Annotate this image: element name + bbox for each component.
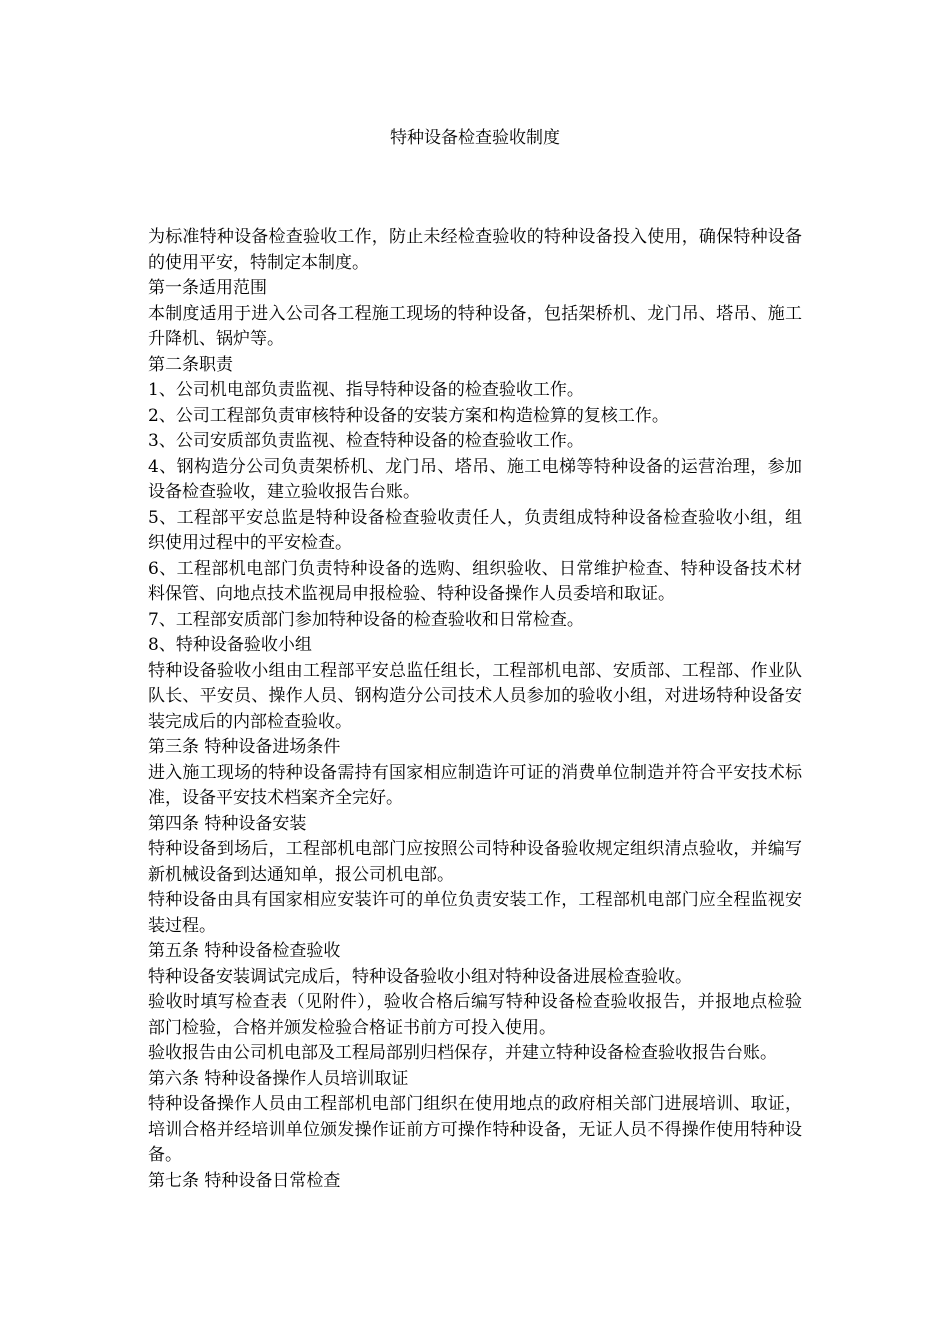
paragraph: 特种设备由具有国家相应安装许可的单位负责安装工作，工程部机电部门应全程监视安装过程。 — [148, 890, 802, 936]
list-item: 6、工程部机电部门负责特种设备的选购、组织验收、日常维护检查、特种设备技术材料保管、向地点技术监视局申报检验、特种设备操作人员委培和取证。 — [148, 558, 802, 604]
paragraph: 进入施工现场的特种设备需持有国家相应制造许可证的消费单位制造并符合平安技术标准，设备平安技术档案齐全完好。 — [148, 762, 802, 808]
paragraph: 验收时填写检查表（见附件），验收合格后编写特种设备检查验收报告，并报地点检验部门检验，合格并颁发检验合格证书前方可投入使用。 — [148, 992, 802, 1038]
paragraph: 验收报告由公司机电部及工程局部别归档保存，并建立特种设备检查验收报告台账。 — [148, 1043, 777, 1063]
list-item: 8、特种设备验收小组 — [148, 635, 312, 655]
section-heading-7: 第七条 特种设备日常检查 — [148, 1170, 341, 1191]
list-item: 3、公司安质部负责监视、检查特种设备的检查验收工作。 — [148, 431, 584, 451]
section-heading-6: 第六条 特种设备操作人员培训取证 — [148, 1068, 409, 1089]
list-item: 7、工程部安质部门参加特种设备的检查验收和日常检查。 — [148, 609, 584, 630]
list-item: 1、公司机电部负责监视、指导特种设备的检查验收工作。 — [148, 380, 584, 400]
paragraph: 特种设备安装调试完成后，特种设备验收小组对特种设备进展检查验收。 — [148, 966, 692, 987]
intro-paragraph: 为标准特种设备检查验收工作，防止未经检查验收的特种设备投入使用，确保特种设备的使用平安，特制定本制度。 — [148, 227, 802, 273]
section-heading-2: 第二条职责 — [148, 354, 233, 375]
list-item: 4、钢构造分公司负责架桥机、龙门吊、塔吊、施工电梯等特种设备的运营治理，参加设备检查验收，建立验收报告台账。 — [148, 456, 802, 502]
paragraph: 特种设备到场后，工程部机电部门应按照公司特种设备验收规定组织清点验收，并编写新机械设备到达通知单，报公司机电部。 — [148, 839, 802, 885]
list-item: 2、公司工程部负责审核特种设备的安装方案和构造检算的复核工作。 — [148, 405, 669, 426]
paragraph: 特种设备操作人员由工程部机电部门组织在使用地点的政府相关部门进展培训、取证，培训合格并经培训单位颁发操作证前方可操作特种设备，无证人员不得操作使用特种设备。 — [148, 1094, 802, 1165]
section-heading-1: 第一条适用范围 — [148, 278, 267, 298]
document-title: 特种设备检查验收制度 — [390, 128, 560, 148]
paragraph: 本制度适用于进入公司各工程施工现场的特种设备，包括架桥机、龙门吊、塔吊、施工升降机、锅炉等。 — [148, 303, 802, 349]
paragraph: 特种设备验收小组由工程部平安总监任组长，工程部机电部、安质部、工程部、作业队队长、平安员、操作人员、钢构造分公司技术人员参加的验收小组，对进场特种设备安装完成后的内部检查验收。 — [148, 660, 802, 732]
section-heading-3: 第三条 特种设备进场条件 — [148, 737, 341, 757]
section-heading-5: 第五条 特种设备检查验收 — [148, 941, 341, 961]
section-heading-4: 第四条 特种设备安装 — [148, 813, 307, 834]
document-body — [148, 225, 802, 1194]
list-item: 5、工程部平安总监是特种设备检查验收责任人，负责组成特种设备检查验收小组，组织使用过程中的平安检查。 — [148, 507, 802, 553]
